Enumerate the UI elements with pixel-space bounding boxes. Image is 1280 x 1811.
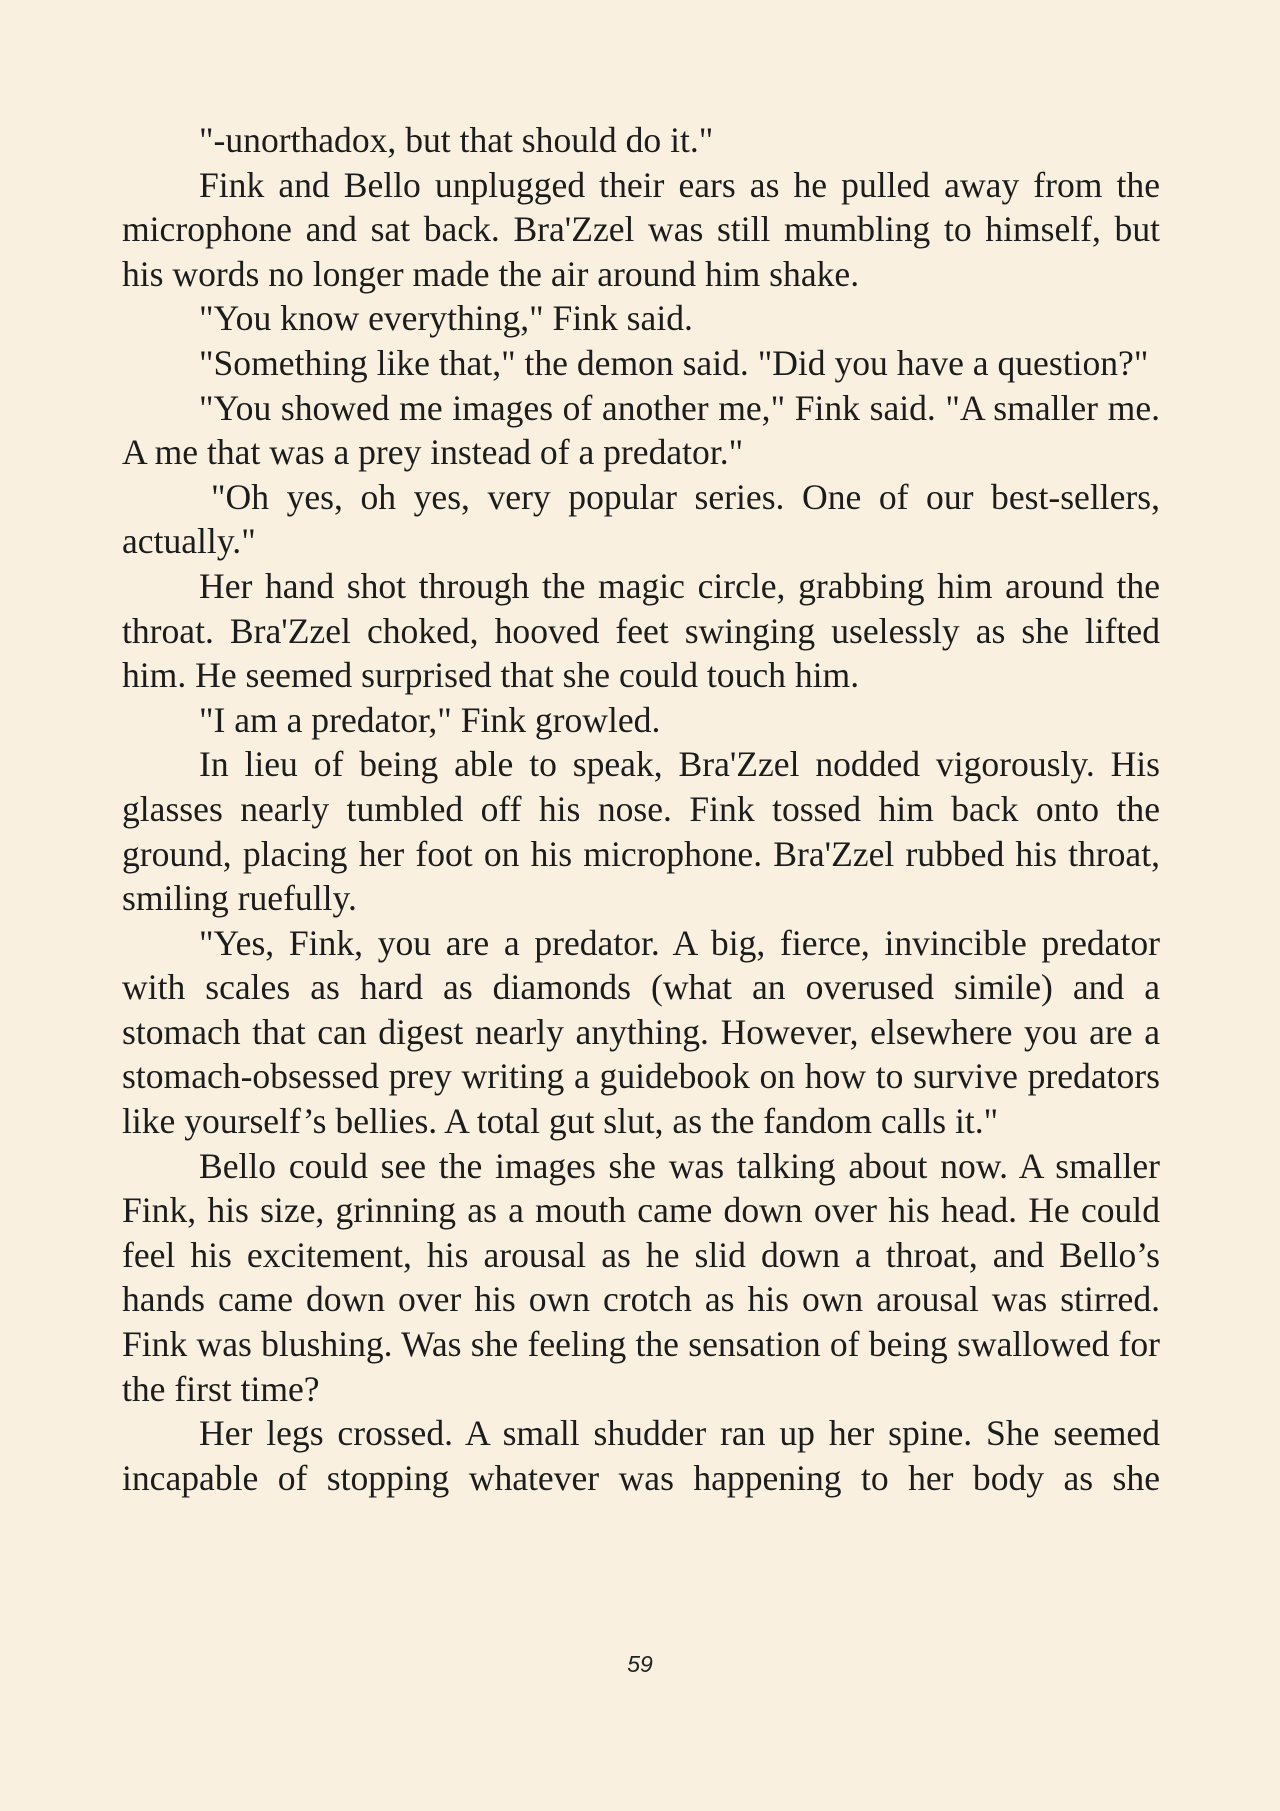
paragraph-2: Fink and Bello unplugged their ears as he pulled away from the microphone and sat back. Bra'Zzel was still mumbling to himself, but his words no longer made the air around him shake.	[122, 164, 1160, 294]
page-body	[122, 118, 1160, 1500]
paragraph-12: Her legs crossed. A small shudder ran up her spine. She seemed incapable of stopping whatever was happening to her body as she	[122, 1413, 1160, 1498]
paragraph-6: "Oh yes, oh yes, very popular series. One of our best-sellers, actually."	[122, 476, 1160, 562]
paragraph-11: Bello could see the images she was talking about now. A smaller Fink, his size, grinning as a mouth came down over his head. He could feel his excitement, his arousal as he slid down a throat, and Bello’s hands came down over his own crotch as his own arousal was stirred. Fink was blushing. Was she feeling the sensation of being swallowed for the first time?	[122, 1145, 1160, 1409]
paragraph-7: Her hand shot through the magic circle, grabbing him around the throat. Bra'Zzel choked, hooved feet swinging uselessly as she lifted him. He seemed surprised that she could touch him.	[122, 565, 1160, 696]
paragraph-8: "I am a predator," Fink growled.	[199, 699, 661, 740]
paragraph-5: "You showed me images of another me," Fink said. "A smaller me. A me that was a prey instead of a predator."	[122, 387, 1160, 473]
paragraph-3: "You know everything," Fink said.	[199, 298, 693, 339]
paragraph-9: In lieu of being able to speak, Bra'Zzel nodded vigorously. His glasses nearly tumbled off his nose. Fink tossed him back onto the ground, placing her foot on his microphone. Bra'Zzel rubbed his throat, smiling ruefully.	[122, 744, 1160, 919]
paragraph-10: "Yes, Fink, you are a predator. A big, fierce, invincible predator with scales as hard as diamonds (what an overused simile) and a stomach that can digest nearly anything. However, elsewhere you are a stomach-obsessed prey writing a guidebook on how to survive predators like yourself’s bellies. A total gut slut, as the fandom calls it."	[122, 922, 1160, 1142]
paragraph-4: "Something like that," the demon said. "Did you have a question?"	[199, 342, 1149, 383]
page-number: 59	[627, 1651, 653, 1677]
paragraph-1: "-unorthadox, but that should do it."	[199, 120, 714, 160]
